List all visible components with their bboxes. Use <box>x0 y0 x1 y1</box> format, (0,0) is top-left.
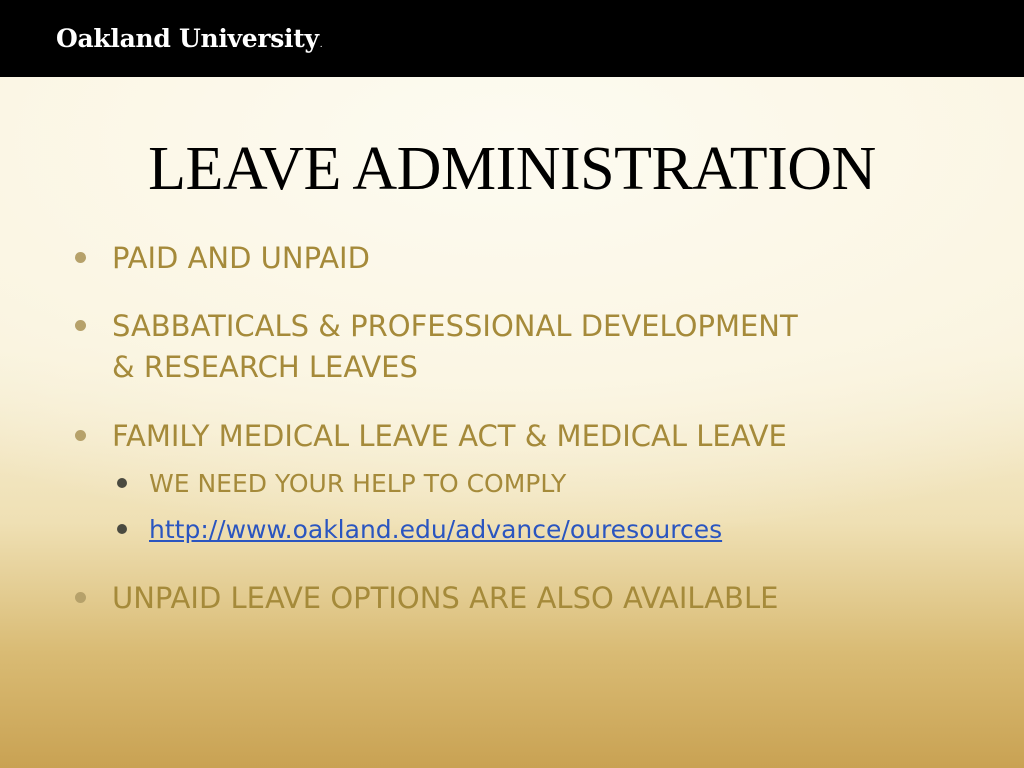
bullet-unpaid-options: UNPAID LEAVE OPTIONS ARE ALSO AVAILABLE <box>112 581 779 615</box>
slide-title: LEAVE ADMINISTRATION <box>148 135 876 203</box>
logo-text: Oakland University <box>56 24 319 53</box>
bullet-fmla: FAMILY MEDICAL LEAVE ACT & MEDICAL LEAVE <box>112 419 787 453</box>
bullet-dot-icon <box>75 252 86 263</box>
bullet-sabbaticals-line1: SABBATICALS & PROFESSIONAL DEVELOPMENT <box>112 309 798 343</box>
logo-mark: . <box>319 40 323 50</box>
bullet-paid-unpaid: PAID AND UNPAID <box>112 241 370 275</box>
sub-bullet-comply: WE NEED YOUR HELP TO COMPLY <box>149 469 567 498</box>
bullet-dot-icon <box>75 430 86 441</box>
bullet-sabbaticals-line2: & RESEARCH LEAVES <box>112 350 418 384</box>
header-bar <box>0 0 1024 77</box>
bullet-dot-icon <box>75 592 86 603</box>
bullet-dot-icon <box>75 320 86 331</box>
oakland-university-logo <box>56 24 322 53</box>
sub-bullet-dot-icon <box>117 478 127 488</box>
sub-bullet-dot-icon <box>117 524 127 534</box>
ouresources-link[interactable]: http://www.oakland.edu/advance/ouresources <box>149 515 723 544</box>
